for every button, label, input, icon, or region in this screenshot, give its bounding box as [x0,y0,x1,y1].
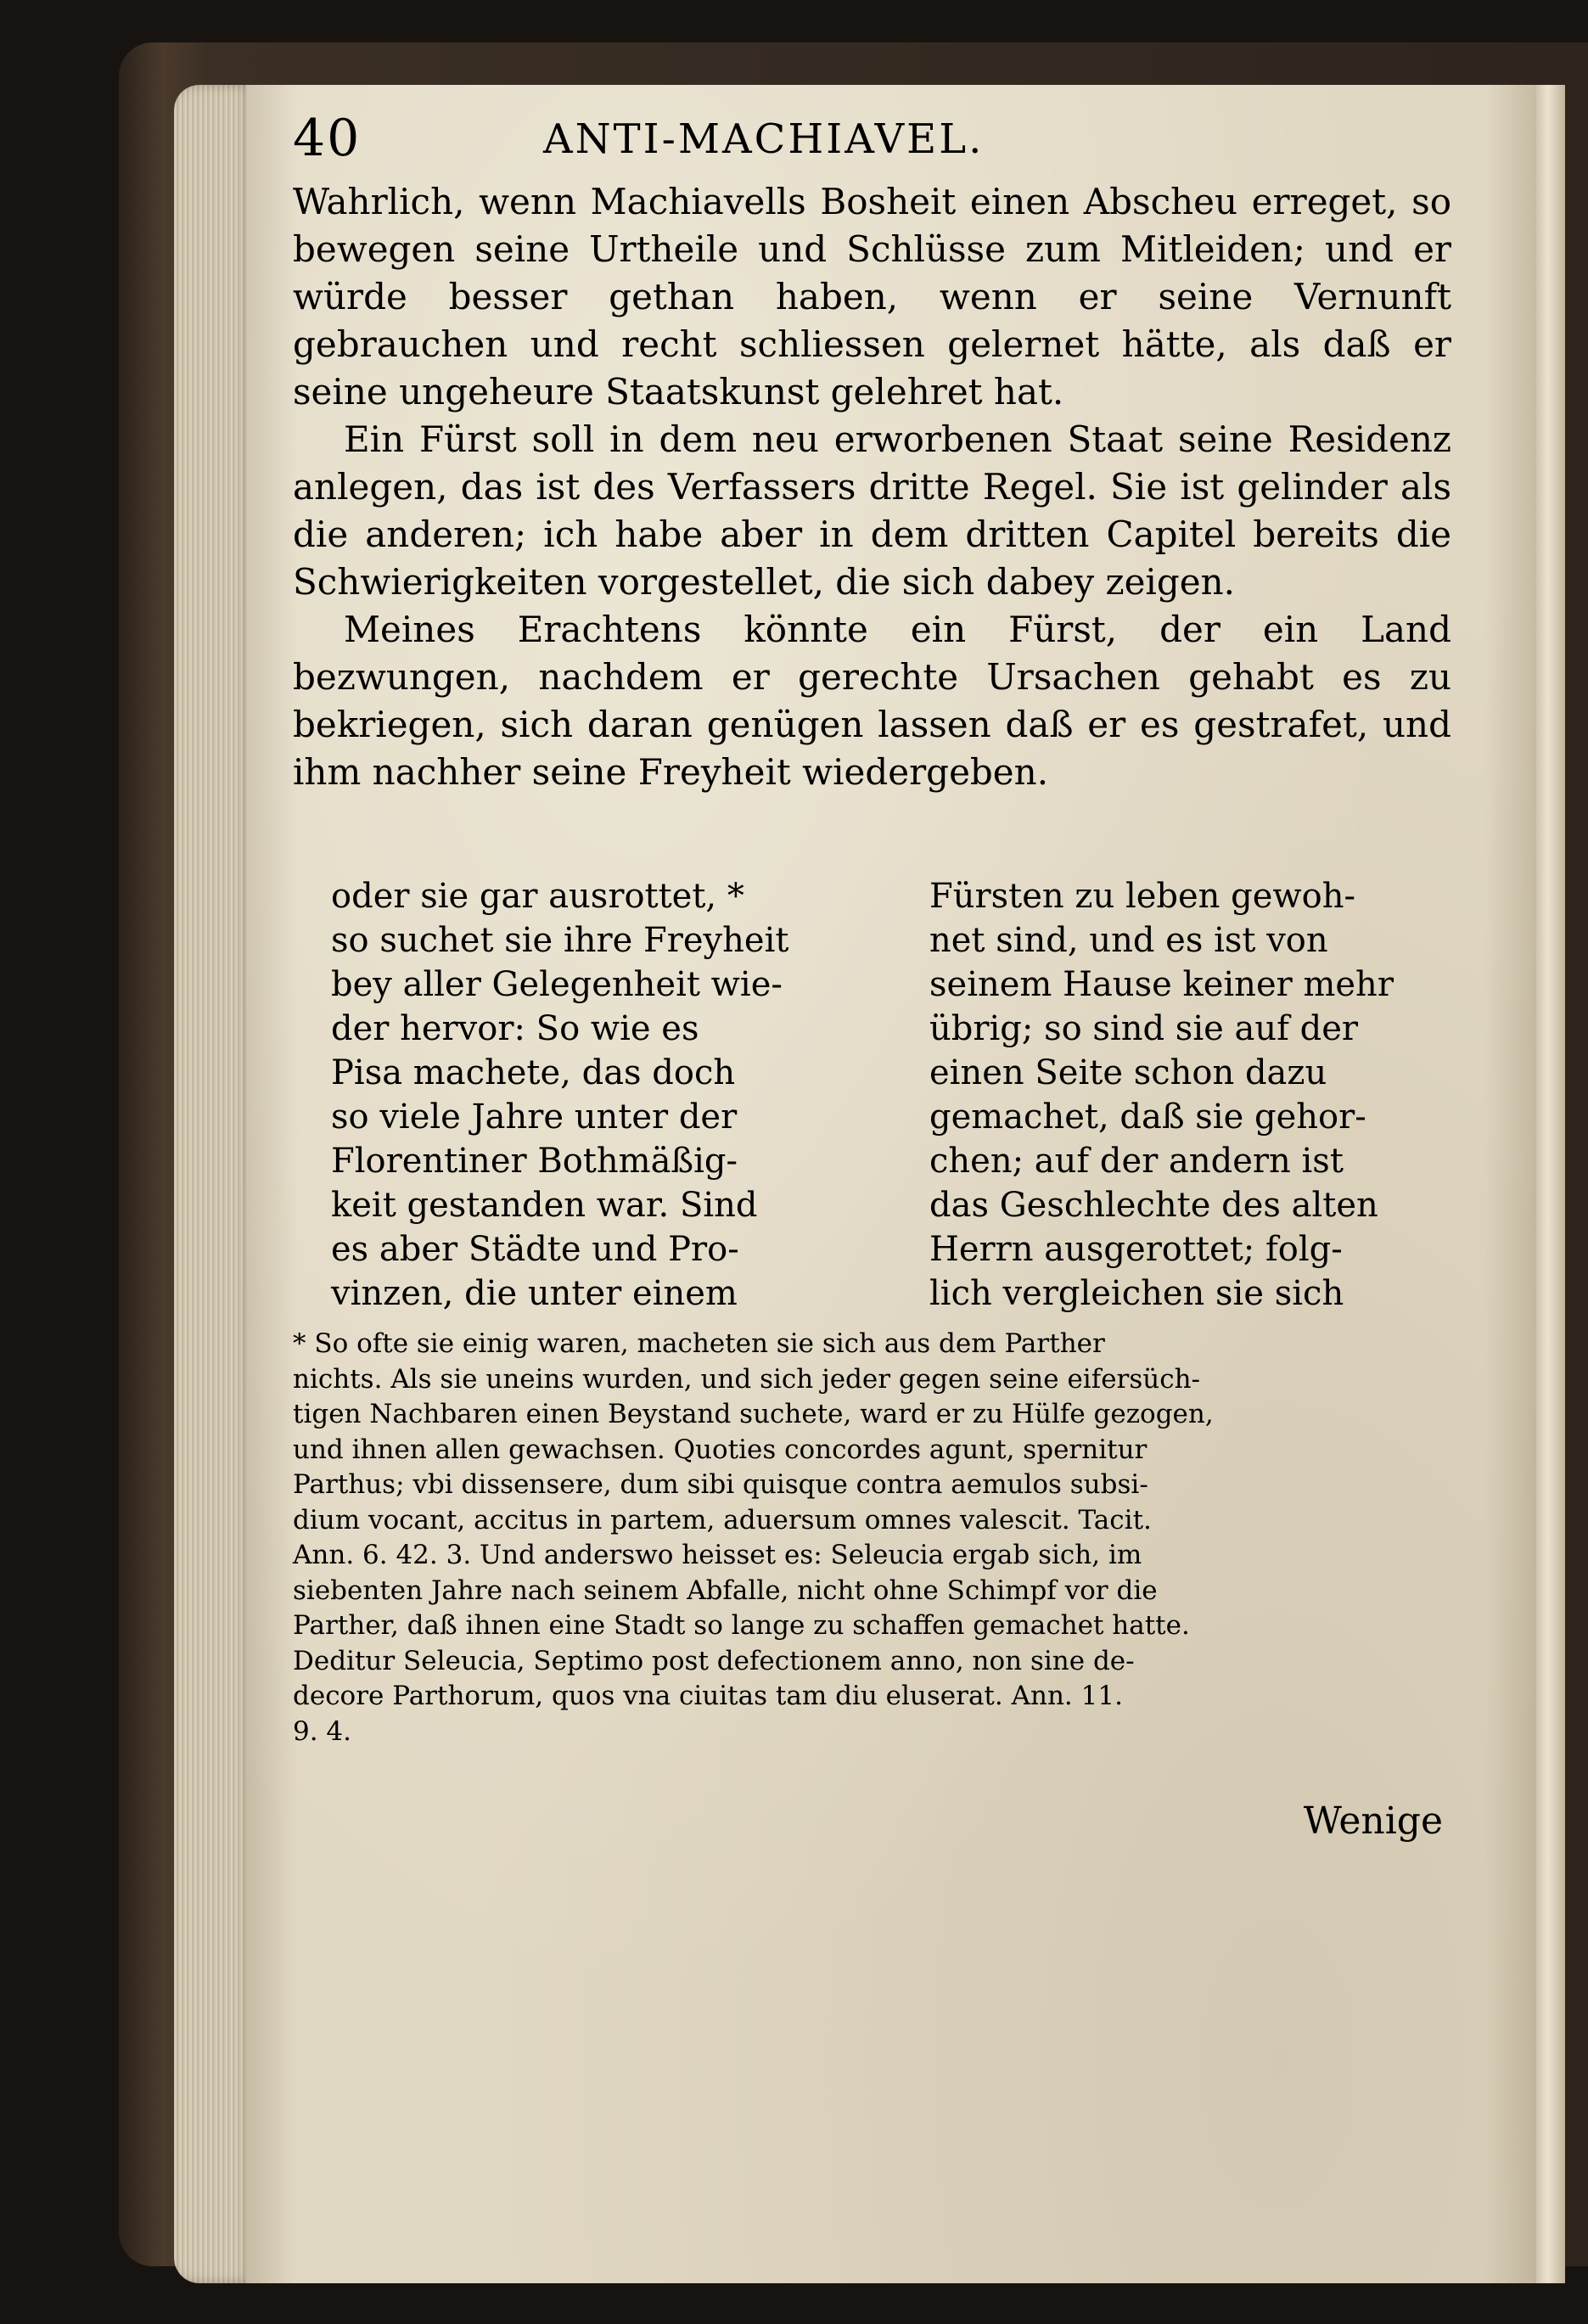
footnote-line: siebenten Jahre nach seinem Abfalle, nicht ohne Schimpf vor die [293,1575,1158,1606]
footnote [293,1327,1451,1749]
footnote-line: 9. 4. [293,1715,352,1747]
column-line: Florentiner Bothmäßig- [331,1142,738,1181]
column-line: Fürsten zu leben gewoh- [929,877,1356,916]
column-line: bey aller Gelegenheit wie- [331,965,783,1004]
column-line: seinem Hause keiner mehr [929,965,1394,1004]
running-head: ANTI-MACHIAVEL. [543,115,985,163]
column-line: chen; auf der andern ist [929,1142,1344,1181]
left-column [331,874,815,1316]
column-line: so viele Jahre unter der [331,1097,738,1137]
footnote-line: * So ofte sie einig waren, macheten sie sich aus dem Parther [293,1328,1105,1359]
column-line: Pisa machete, das doch [331,1053,736,1092]
footnote-line: Parthus; vbi dissensere, dum sibi quisque contra aemulos subsi- [293,1469,1148,1500]
paragraph: Meines Erachtens könnte ein Fürst, der ein Land bezwungen, nachdem er gerechte Ursachen gehabt es zu bekriegen, sich daran genügen lassen daß er es gestrafet, und ihm nachher seine Freyheit wiedergeben. [293,609,1451,793]
column-line: lich vergleichen sie sich [929,1274,1344,1313]
column-line: gemachet, daß sie gehor- [929,1097,1366,1137]
page-number: 40 [293,109,362,168]
right-column [929,874,1413,1316]
footnote-line: tigen Nachbaren einen Beystand suchete, ward er zu Hülfe gezogen, [293,1399,1214,1429]
column-line: oder sie gar ausrottet, * [331,877,744,916]
column-line: es aber Städte und Pro- [331,1230,739,1269]
footnote-line: Deditur Seleucia, Septimo post defectionem anno, non sine de- [293,1645,1135,1676]
page-stack-edges [174,85,255,2283]
column-line: net sind, und es ist von [929,921,1328,960]
column-line: Herrn ausgerottet; folg- [929,1230,1343,1269]
column-line: das Geschlechte des alten [929,1186,1378,1225]
catchword: Wenige [1303,1799,1443,1843]
footnote-line: nichts. Als sie uneins wurden, und sich jeder gegen seine eifersüch- [293,1363,1201,1395]
main-text [293,178,1451,796]
facing-page-edge [1536,85,1565,2283]
footnote-line: dium vocant, accitus in partem, aduersum omnes valescit. Tacit. [293,1504,1152,1535]
column-line: keit gestanden war. Sind [331,1186,758,1225]
column-line: vinzen, die unter einem [331,1274,738,1313]
paragraph: Wahrlich, wenn Machiavells Bosheit einen Abscheu erreget, so bewegen seine Urtheile und Schlüsse zum Mitleiden; und er würde besser gethan haben, wenn er seine Vernunft gebrauchen und recht schliessen gelernet hätte, als daß er seine ungeheure Staatskunst gelehret hat. [293,181,1451,413]
footnote-line: und ihnen allen gewachsen. Quoties concordes agunt, spernitur [293,1434,1148,1465]
column-line: der hervor: So wie es [331,1009,699,1048]
column-line: einen Seite schon dazu [929,1053,1327,1092]
footnote-line: Parther, daß ihnen eine Stadt so lange zu schaffen gemachet hatte. [293,1610,1190,1641]
column-line: übrig; so sind sie auf der [929,1009,1359,1048]
footnote-line: Ann. 6. 42. 3. Und anderswo heisset es: Seleucia ergab sich, im [293,1540,1142,1570]
paragraph: Ein Fürst soll in dem neu erworbenen Staat seine Residenz anlegen, das ist des Verfassers dritte Regel. Sie ist gelinder als die anderen; ich habe aber in dem dritten Capitel bereits die Schwierigkeiten vorgestellet, die sich dabey zeigen. [293,418,1451,603]
column-line: so suchet sie ihre Freyheit [331,921,789,960]
footnote-line: decore Parthorum, quos vna ciuitas tam diu eluserat. Ann. 11. [293,1681,1123,1711]
